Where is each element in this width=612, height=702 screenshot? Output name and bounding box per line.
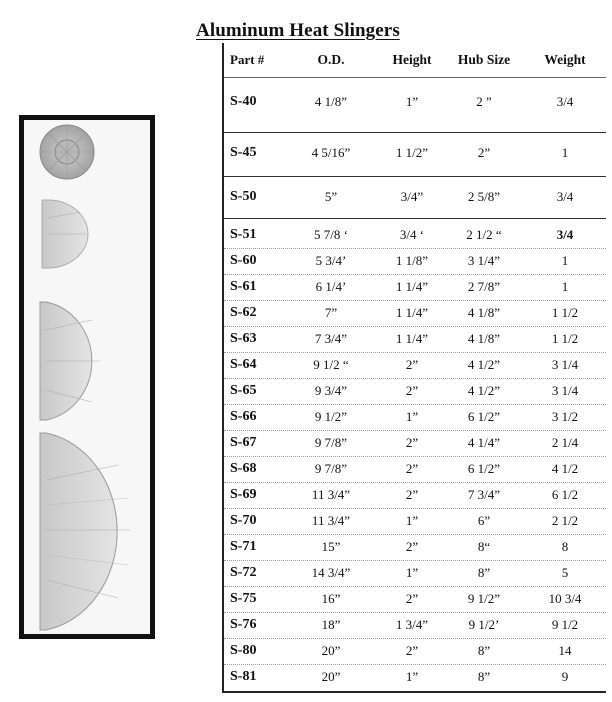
part-number: S-76 (230, 617, 257, 632)
part-number: S-72 (230, 565, 257, 580)
table-row (224, 664, 606, 690)
od-value: 5 7/8 ‘ (314, 226, 348, 242)
hub-size-value: 9 1/2’ (468, 617, 500, 632)
part-number: S-51 (230, 226, 257, 242)
hub-size-value: 2 5/8” (467, 189, 501, 204)
hub-size-value: 6” (477, 513, 491, 528)
part-number: S-65 (230, 383, 257, 398)
weight-value: 3/4 (556, 189, 574, 204)
product-photo-frame (19, 115, 155, 639)
specs-table (222, 43, 606, 693)
hub-size-value: 4 1/8” (467, 305, 501, 320)
hub-size-value: 6 1/2” (467, 409, 501, 424)
weight-value: 4 1/2 (551, 461, 579, 476)
table-header-row (224, 43, 606, 77)
height-value: 1 1/4” (395, 305, 429, 320)
table-row (224, 300, 606, 327)
height-value: 2” (405, 383, 419, 398)
od-value: 7” (324, 305, 338, 320)
hub-size-value: 2 7/8” (467, 279, 501, 294)
part-number: S-80 (230, 643, 257, 658)
height-value: 2” (405, 643, 419, 658)
od-value: 14 3/4” (311, 565, 351, 580)
hub-size-value: 3 1/4” (467, 253, 501, 268)
height-value: 2” (405, 591, 419, 606)
od-value: 15” (321, 539, 341, 554)
table-row (224, 378, 606, 405)
od-value: 9 3/4” (314, 383, 348, 398)
table-row (224, 274, 606, 301)
table-row (224, 85, 606, 119)
weight-value: 3 1/2 (551, 409, 579, 424)
part-number: S-66 (230, 409, 257, 424)
hub-size-value: 2 ” (476, 94, 492, 109)
page-title: Aluminum Heat Slingers (196, 20, 400, 41)
od-value: 16” (321, 591, 341, 606)
weight-value: 10 3/4 (548, 591, 582, 606)
part-number: S-75 (230, 591, 257, 606)
table-row (224, 352, 606, 379)
slinger-half-medium (42, 200, 88, 268)
slinger-half-large (40, 302, 100, 420)
weight-value: 3 1/4 (551, 357, 579, 372)
part-number: S-60 (230, 253, 257, 268)
weight-value: 14 (558, 643, 572, 658)
hub-size-value: 8” (477, 565, 491, 580)
table-row (224, 612, 606, 639)
weight-value: 2 1/4 (551, 435, 579, 450)
header-od: O.D. (317, 52, 345, 67)
table-row (224, 221, 606, 249)
weight-value: 6 1/2 (551, 487, 579, 502)
row-divider (224, 218, 606, 219)
hub-size-value: 7 3/4” (467, 487, 501, 502)
table-row (224, 508, 606, 535)
weight-value: 9 1/2 (551, 617, 579, 632)
hub-size-value: 4 1/8” (467, 331, 501, 346)
height-value: 2” (405, 487, 419, 502)
slinger-half-xlarge (40, 433, 130, 630)
height-value: 2” (405, 539, 419, 554)
hub-size-value: 8” (477, 669, 491, 684)
part-number: S-64 (230, 357, 257, 372)
slinger-small-full (40, 125, 94, 179)
table-row (224, 176, 606, 218)
header-weight: Weight (544, 52, 586, 67)
table-row (224, 248, 606, 275)
height-value: 2” (405, 357, 419, 372)
table-row (224, 404, 606, 431)
table-row (224, 430, 606, 457)
height-value: 2” (405, 435, 419, 450)
header-hub-size: Hub Size (457, 52, 511, 67)
part-number: S-68 (230, 461, 257, 476)
od-value: 20” (321, 669, 341, 684)
od-value: 20” (321, 643, 341, 658)
table-row (224, 456, 606, 483)
part-number: S-67 (230, 435, 257, 450)
height-value: 1” (405, 669, 419, 684)
height-value: 3/4” (400, 189, 424, 204)
height-value: 1” (405, 94, 419, 109)
part-number: S-70 (230, 513, 257, 528)
part-number: S-62 (230, 305, 257, 320)
hub-size-value: 4 1/2” (467, 357, 501, 372)
table-row (224, 326, 606, 353)
height-value: 1” (405, 513, 419, 528)
heat-slinger-photo (24, 120, 150, 634)
weight-value: 1 1/2 (551, 331, 579, 346)
height-value: 2” (405, 461, 419, 476)
weight-value: 3 1/4 (551, 383, 579, 398)
hub-size-value: 8” (477, 643, 491, 658)
part-number: S-50 (230, 189, 257, 204)
hub-size-value: 4 1/4” (467, 435, 501, 450)
weight-value: 1 (561, 253, 569, 268)
height-value: 1” (405, 409, 419, 424)
height-value: 3/4 ‘ (399, 226, 425, 242)
od-value: 5” (324, 189, 338, 204)
header-part: Part # (230, 52, 265, 67)
hub-size-value: 6 1/2” (467, 461, 501, 476)
od-value: 5 3/4’ (315, 253, 347, 268)
od-value: 11 3/4” (311, 513, 351, 528)
header-divider (224, 77, 606, 78)
hub-size-value: 4 1/2” (467, 383, 501, 398)
od-value: 6 1/4’ (315, 279, 347, 294)
height-value: 1 3/4” (395, 617, 429, 632)
weight-value: 8 (561, 539, 569, 554)
part-number: S-69 (230, 487, 257, 502)
part-number: S-61 (230, 279, 257, 294)
weight-value: 9 (561, 669, 569, 684)
weight-value: 2 1/2 (551, 513, 579, 528)
table-row (224, 560, 606, 587)
od-value: 4 5/16” (311, 145, 351, 160)
od-value: 7 3/4” (314, 331, 348, 346)
table-row (224, 132, 606, 174)
table-row (224, 534, 606, 561)
part-number: S-71 (230, 539, 257, 554)
weight-value: 3/4 (556, 94, 574, 109)
part-number: S-40 (230, 94, 257, 109)
weight-value: 1 (561, 145, 569, 160)
hub-size-value: 2” (477, 145, 491, 160)
od-value: 18” (321, 617, 341, 632)
height-value: 1” (405, 565, 419, 580)
table-row (224, 638, 606, 665)
od-value: 9 1/2” (314, 409, 348, 424)
weight-value: 1 (561, 279, 569, 294)
od-value: 11 3/4” (311, 487, 351, 502)
height-value: 1 1/8” (395, 253, 429, 268)
weight-value: 3/4 (556, 226, 574, 242)
od-value: 9 7/8” (314, 435, 348, 450)
table-row (224, 482, 606, 509)
header-height: Height (392, 52, 432, 67)
table-row (224, 586, 606, 613)
weight-value: 5 (561, 565, 569, 580)
part-number: S-81 (230, 669, 257, 684)
od-value: 4 1/8” (314, 94, 348, 109)
od-value: 9 7/8” (314, 461, 348, 476)
part-number: S-45 (230, 145, 257, 160)
height-value: 1 1/4” (395, 331, 429, 346)
height-value: 1 1/4” (395, 279, 429, 294)
hub-size-value: 8“ (477, 539, 491, 554)
height-value: 1 1/2” (395, 145, 429, 160)
hub-size-value: 2 1/2 “ (466, 226, 502, 242)
weight-value: 1 1/2 (551, 305, 579, 320)
od-value: 9 1/2 “ (313, 357, 349, 372)
hub-size-value: 9 1/2” (467, 591, 501, 606)
part-number: S-63 (230, 331, 257, 346)
